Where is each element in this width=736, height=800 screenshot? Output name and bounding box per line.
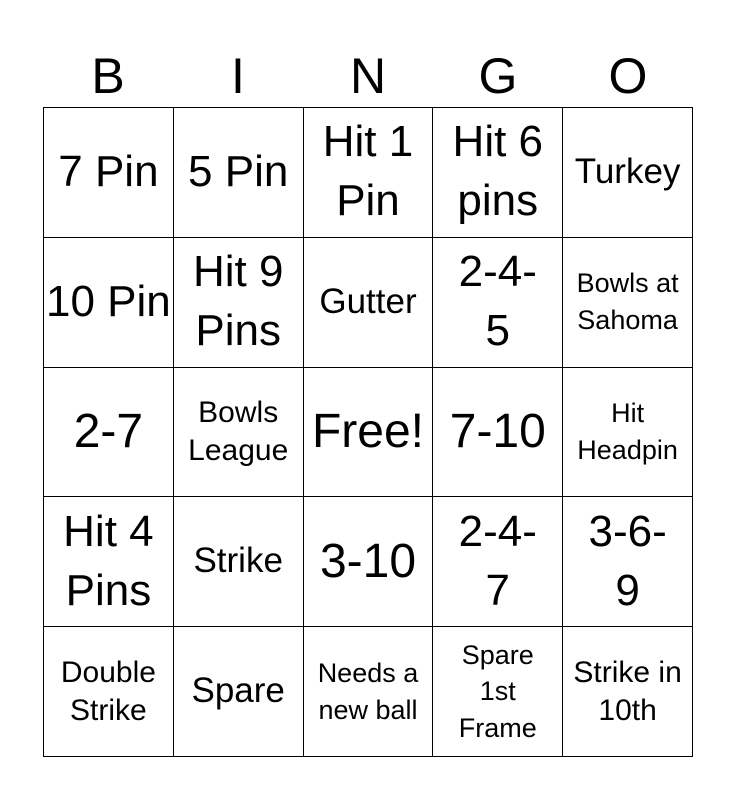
bingo-cell-label: 10 Pin (46, 276, 171, 326)
bingo-cell-label: Strike (193, 541, 283, 581)
bingo-cell-r3-c1[interactable] (44, 368, 174, 498)
bingo-cell-r1-c4[interactable] (433, 108, 563, 238)
bingo-cell-label: 7-10 (449, 404, 546, 458)
bingo-cell-label: Hit 1 Pin (322, 117, 414, 226)
bingo-cell-r1-c3[interactable] (304, 108, 434, 238)
bingo-cell-label: Gutter (319, 281, 417, 321)
bingo-cell-label: Hit 4 Pins (63, 506, 154, 615)
bingo-cell-r2-c4[interactable] (433, 238, 563, 368)
bingo-cell-r1-c2[interactable] (174, 108, 304, 238)
bingo-cell-label: Hit Headpin (577, 398, 678, 465)
bingo-cell-r3-c2[interactable] (174, 368, 304, 498)
bingo-cell-label: Bowls at Sahoma (576, 268, 679, 336)
bingo-cell-label: Double Strike (60, 655, 156, 727)
bingo-cell-r3-c4[interactable] (433, 368, 563, 498)
bingo-cell-label: Spare 1st Frame (458, 639, 537, 743)
bingo-cell-label: 2-4-7 (458, 506, 537, 615)
bingo-cell-r4-c3[interactable] (304, 497, 434, 627)
bingo-cell-label: Strike in 10th (573, 655, 682, 727)
bingo-cell-label: Bowls League (188, 395, 289, 467)
bingo-cell-r2-c5[interactable] (563, 238, 693, 368)
bingo-cell-r4-c5[interactable] (563, 497, 693, 627)
bingo-cell-label: Turkey (574, 152, 681, 192)
bingo-cell-label: 3-10 (319, 534, 417, 588)
bingo-cell-label: Hit 9 Pins (192, 247, 284, 356)
bingo-cell-r1-c1[interactable] (44, 108, 174, 238)
header-letter-n: N (349, 48, 387, 104)
header-letter-i: I (231, 48, 245, 104)
bingo-cell-label: 7 Pin (58, 146, 159, 196)
free-space-label: Free! (311, 404, 424, 458)
bingo-cell-r2-c2[interactable] (174, 238, 304, 368)
header-letter-g: G (478, 48, 518, 104)
free-space-cell[interactable] (304, 368, 434, 498)
bingo-cell-label: 5 Pin (188, 146, 289, 196)
bingo-cell-r1-c5[interactable] (563, 108, 693, 238)
bingo-cell-r5-c4[interactable] (433, 627, 563, 757)
bingo-header (43, 46, 693, 106)
bingo-cell-label: 3-6-9 (588, 506, 667, 615)
bingo-cell-label: 2-4-5 (458, 247, 537, 356)
bingo-cell-label: Hit 6 pins (452, 117, 544, 226)
bingo-cell-label: 2-7 (73, 404, 144, 458)
bingo-cell-label: Needs a new ball (317, 657, 419, 725)
bingo-cell-r3-c5[interactable] (563, 368, 693, 498)
bingo-cell-r5-c5[interactable] (563, 627, 693, 757)
bingo-cell-r4-c4[interactable] (433, 497, 563, 627)
bingo-cell-r2-c1[interactable] (44, 238, 174, 368)
bingo-cell-label: Spare (191, 671, 285, 711)
bingo-cell-r5-c2[interactable] (174, 627, 304, 757)
header-letter-o: O (608, 48, 648, 104)
bingo-cell-r5-c3[interactable] (304, 627, 434, 757)
bingo-cell-r5-c1[interactable] (44, 627, 174, 757)
bingo-card-grid (43, 107, 693, 757)
bingo-cell-r4-c1[interactable] (44, 497, 174, 627)
bingo-cell-r2-c3[interactable] (304, 238, 434, 368)
header-letter-b: B (91, 48, 125, 104)
bingo-cell-r4-c2[interactable] (174, 497, 304, 627)
